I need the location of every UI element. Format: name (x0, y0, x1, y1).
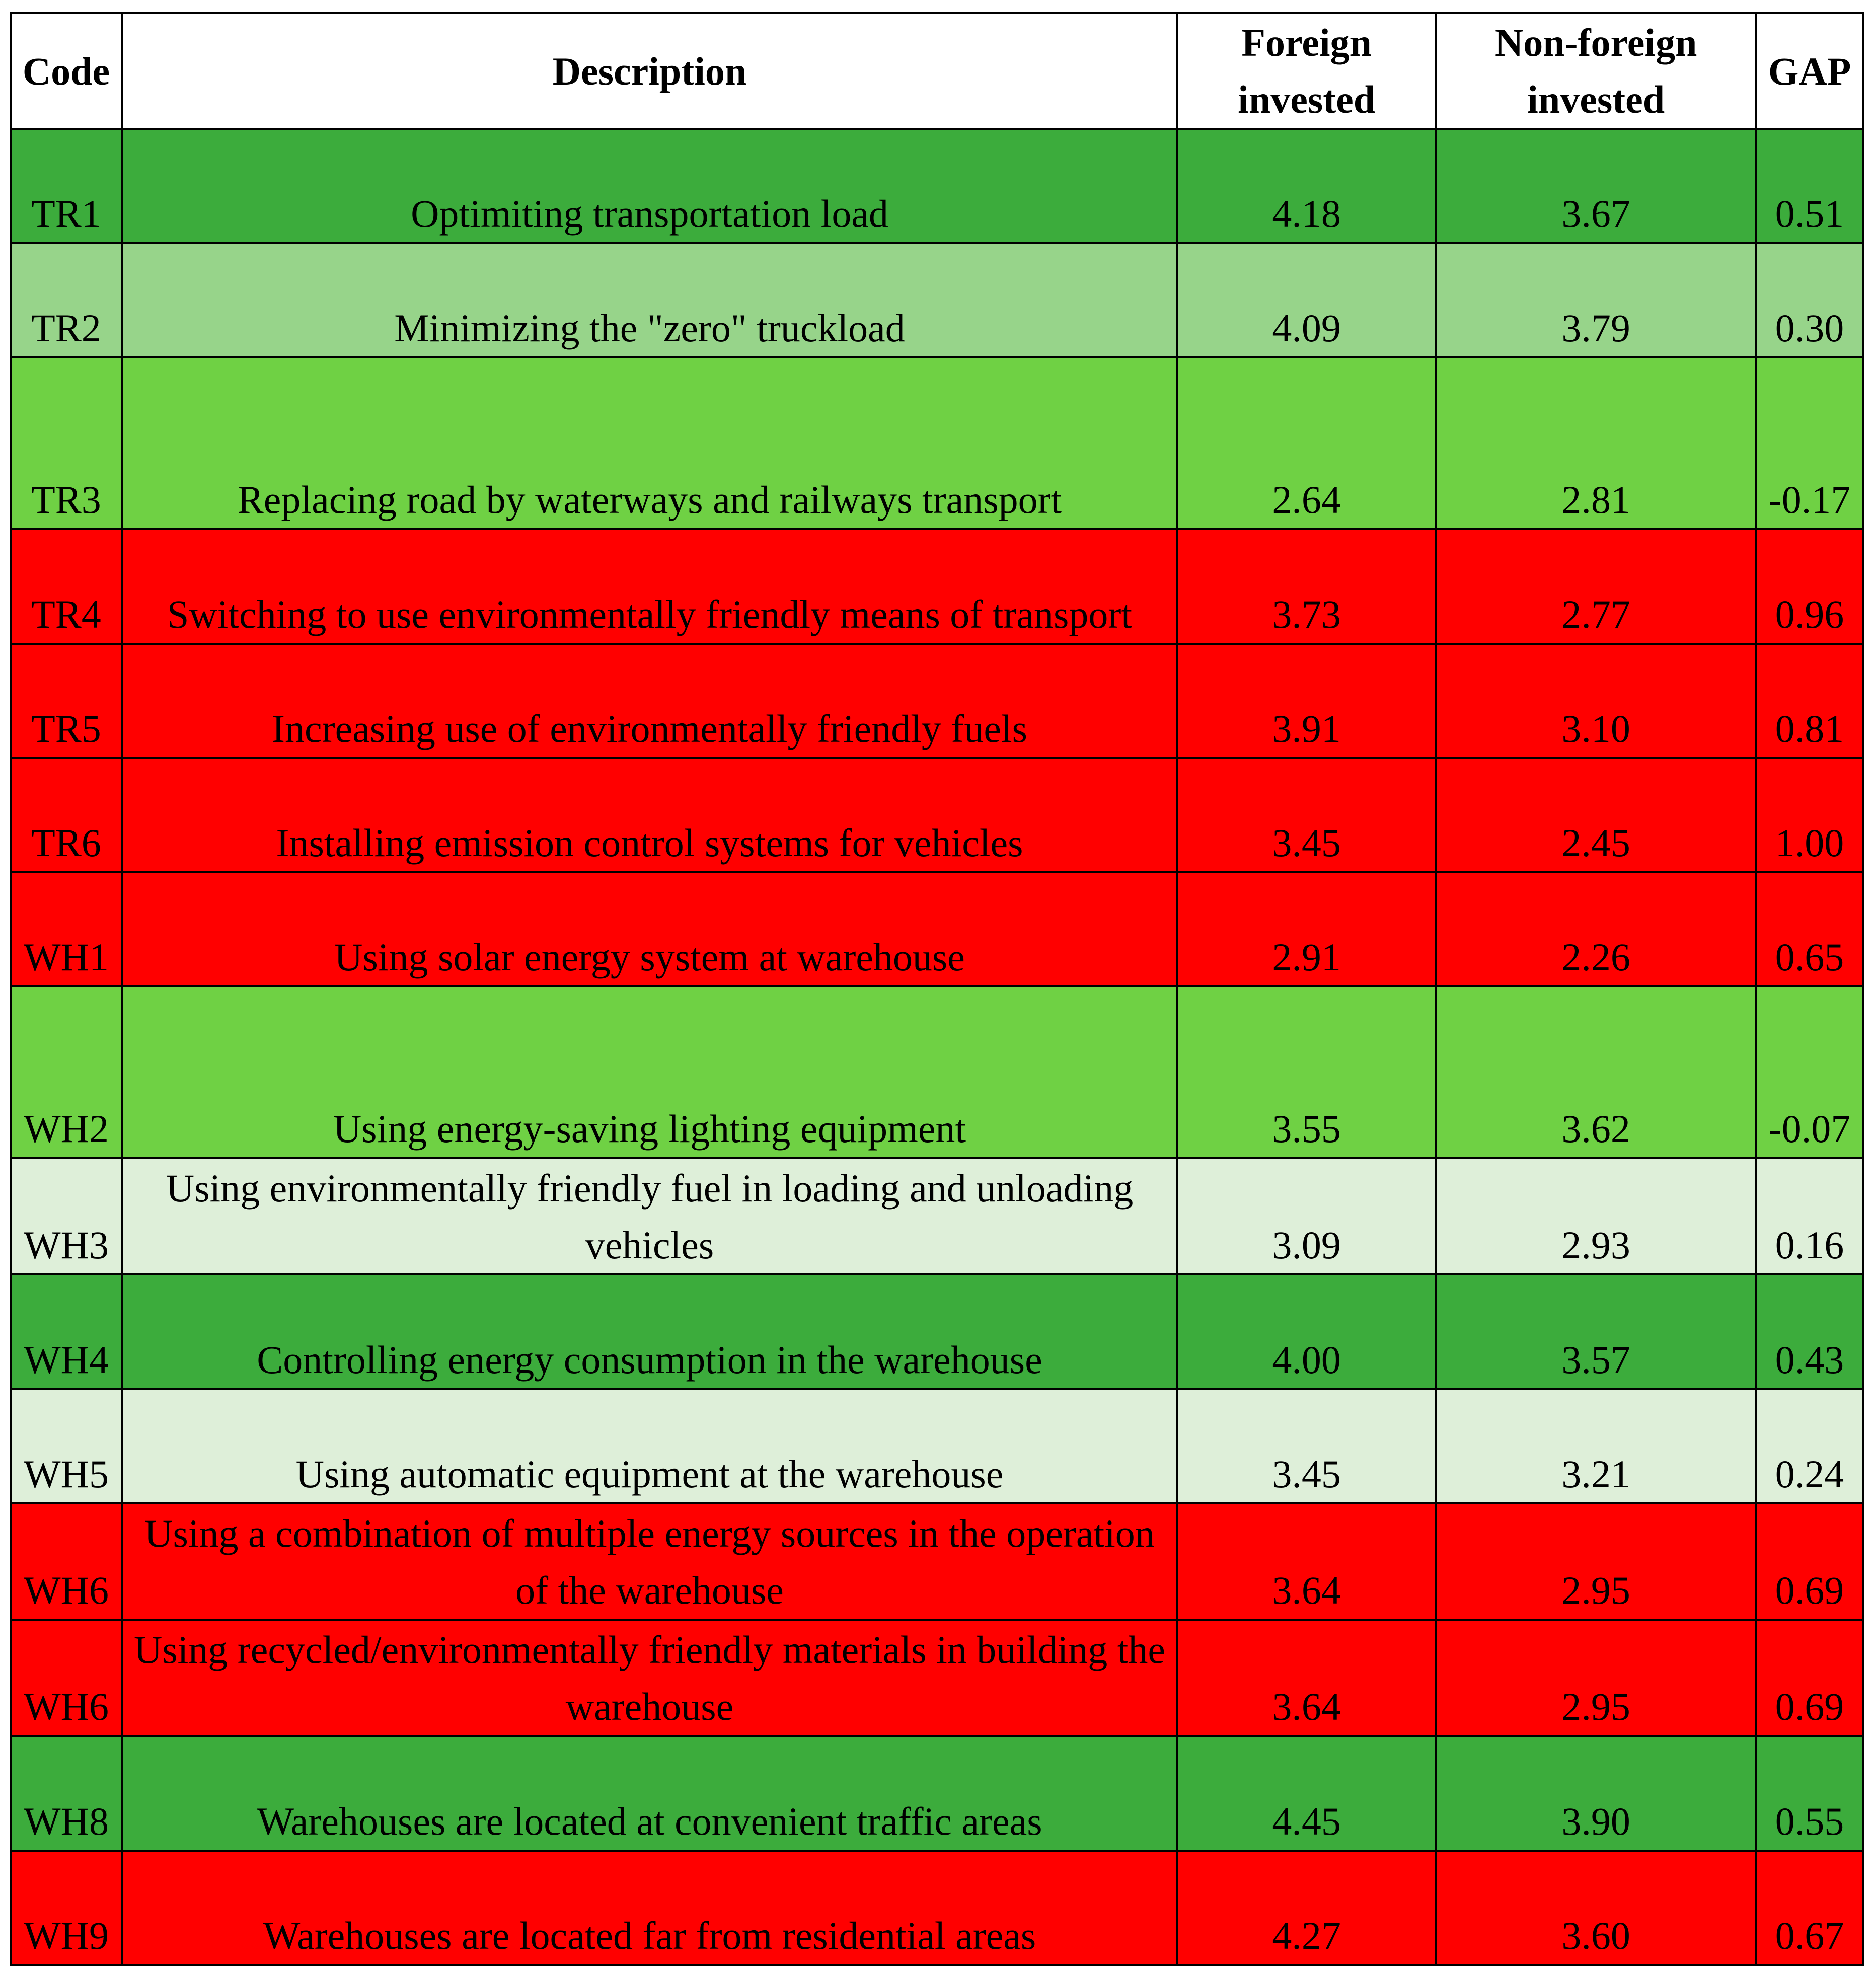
cell-description: Using energy-saving lighting equipment (122, 986, 1177, 1158)
cell-code: TR4 (11, 529, 122, 643)
header-foreign-invested: Foreign invested (1177, 13, 1436, 129)
cell-code: WH6 (11, 1620, 122, 1736)
table-row (11, 1503, 1863, 1620)
cell-foreign-invested: 2.91 (1177, 872, 1436, 986)
cell-non-foreign-invested: 2.77 (1436, 529, 1756, 643)
cell-code: WH2 (11, 986, 122, 1158)
cell-non-foreign-invested: 3.90 (1436, 1736, 1756, 1850)
table-row (11, 529, 1863, 643)
cell-foreign-invested: 4.09 (1177, 243, 1436, 357)
cell-non-foreign-invested: 3.79 (1436, 243, 1756, 357)
cell-non-foreign-invested: 2.81 (1436, 357, 1756, 529)
cell-gap: 0.69 (1756, 1620, 1863, 1736)
cell-gap: 0.55 (1756, 1736, 1863, 1850)
cell-description: Optimiting transportation load (122, 129, 1177, 243)
cell-description: Increasing use of environmentally friendly fuels (122, 644, 1177, 758)
cell-code: WH1 (11, 872, 122, 986)
cell-foreign-invested: 2.64 (1177, 357, 1436, 529)
cell-foreign-invested: 3.09 (1177, 1158, 1436, 1274)
cell-non-foreign-invested: 3.67 (1436, 129, 1756, 243)
header-row (11, 13, 1863, 129)
cell-gap: -0.17 (1756, 357, 1863, 529)
cell-foreign-invested: 4.45 (1177, 1736, 1436, 1850)
cell-non-foreign-invested: 2.95 (1436, 1503, 1756, 1620)
table-row (11, 986, 1863, 1158)
table-row (11, 1274, 1863, 1389)
cell-description: Replacing road by waterways and railways transport (122, 357, 1177, 529)
cell-gap: 0.67 (1756, 1851, 1863, 1965)
cell-gap: 0.51 (1756, 129, 1863, 243)
cell-foreign-invested: 3.45 (1177, 1389, 1436, 1503)
cell-gap: 0.96 (1756, 529, 1863, 643)
cell-description: Using environmentally friendly fuel in loading and unloading vehicles (122, 1158, 1177, 1274)
cell-foreign-invested: 3.45 (1177, 758, 1436, 872)
table-row (11, 129, 1863, 243)
header-description: Description (122, 13, 1177, 129)
cell-code: WH4 (11, 1274, 122, 1389)
header-code: Code (11, 13, 122, 129)
cell-description: Switching to use environmentally friendly means of transport (122, 529, 1177, 643)
cell-gap: 0.16 (1756, 1158, 1863, 1274)
cell-description: Using solar energy system at warehouse (122, 872, 1177, 986)
table-row (11, 1736, 1863, 1850)
table-row (11, 357, 1863, 529)
cell-foreign-invested: 3.55 (1177, 986, 1436, 1158)
cell-description: Minimizing the "zero" truckload (122, 243, 1177, 357)
cell-gap: 1.00 (1756, 758, 1863, 872)
cell-foreign-invested: 4.18 (1177, 129, 1436, 243)
cell-foreign-invested: 3.73 (1177, 529, 1436, 643)
cell-code: WH3 (11, 1158, 122, 1274)
cell-gap: 0.69 (1756, 1503, 1863, 1620)
cell-description: Controlling energy consumption in the warehouse (122, 1274, 1177, 1389)
cell-code: TR2 (11, 243, 122, 357)
cell-foreign-invested: 3.64 (1177, 1620, 1436, 1736)
cell-gap: 0.24 (1756, 1389, 1863, 1503)
cell-gap: 0.30 (1756, 243, 1863, 357)
table-row (11, 644, 1863, 758)
cell-non-foreign-invested: 3.60 (1436, 1851, 1756, 1965)
cell-gap: 0.65 (1756, 872, 1863, 986)
cell-description: Warehouses are located far from residential areas (122, 1851, 1177, 1965)
cell-foreign-invested: 4.00 (1177, 1274, 1436, 1389)
cell-non-foreign-invested: 3.10 (1436, 644, 1756, 758)
cell-gap: 0.43 (1756, 1274, 1863, 1389)
table-row (11, 1851, 1863, 1965)
cell-foreign-invested: 4.27 (1177, 1851, 1436, 1965)
cell-non-foreign-invested: 2.95 (1436, 1620, 1756, 1736)
cell-code: TR1 (11, 129, 122, 243)
cell-description: Warehouses are located at convenient traffic areas (122, 1736, 1177, 1850)
table-row (11, 1389, 1863, 1503)
cell-foreign-invested: 3.91 (1177, 644, 1436, 758)
table-row (11, 758, 1863, 872)
cell-non-foreign-invested: 2.93 (1436, 1158, 1756, 1274)
cell-description: Using a combination of multiple energy sources in the operation of the warehouse (122, 1503, 1177, 1620)
cell-description: Using recycled/environmentally friendly materials in building the warehouse (122, 1620, 1177, 1736)
cell-code: TR3 (11, 357, 122, 529)
header-non-foreign-invested: Non-foreign invested (1436, 13, 1756, 129)
cell-code: TR5 (11, 644, 122, 758)
cell-gap: 0.81 (1756, 644, 1863, 758)
cell-non-foreign-invested: 3.62 (1436, 986, 1756, 1158)
cell-code: WH9 (11, 1851, 122, 1965)
cell-non-foreign-invested: 3.21 (1436, 1389, 1756, 1503)
cell-description: Using automatic equipment at the warehouse (122, 1389, 1177, 1503)
cell-non-foreign-invested: 2.26 (1436, 872, 1756, 986)
cell-non-foreign-invested: 2.45 (1436, 758, 1756, 872)
table-row (11, 243, 1863, 357)
data-table (10, 12, 1864, 1966)
table-row (11, 1620, 1863, 1736)
table-row (11, 872, 1863, 986)
cell-non-foreign-invested: 3.57 (1436, 1274, 1756, 1389)
cell-description: Installing emission control systems for vehicles (122, 758, 1177, 872)
cell-code: WH6 (11, 1503, 122, 1620)
table-row (11, 1158, 1863, 1274)
cell-code: WH8 (11, 1736, 122, 1850)
cell-code: TR6 (11, 758, 122, 872)
cell-foreign-invested: 3.64 (1177, 1503, 1436, 1620)
header-gap: GAP (1756, 13, 1863, 129)
cell-gap: -0.07 (1756, 986, 1863, 1158)
cell-code: WH5 (11, 1389, 122, 1503)
